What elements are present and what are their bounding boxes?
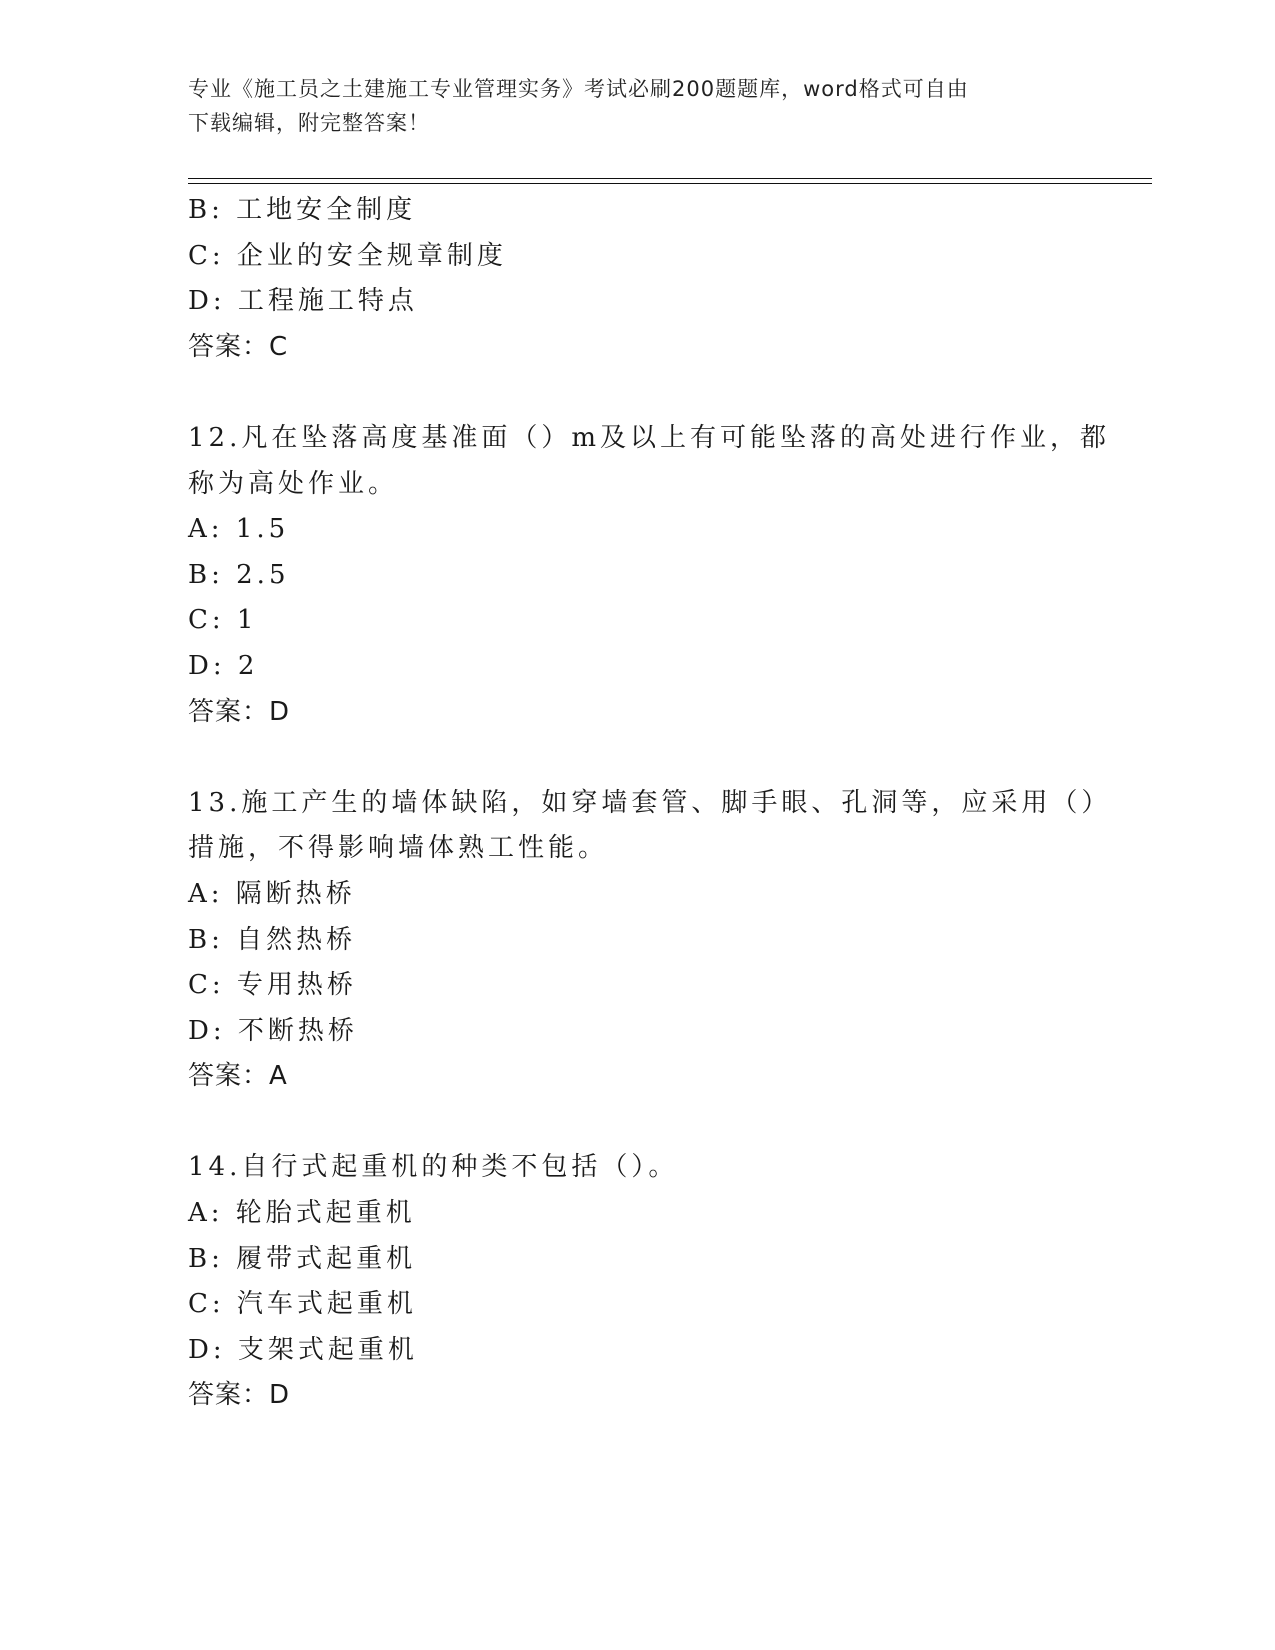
option-d: D: 工程施工特点: [188, 286, 418, 317]
option-c: C: 专用热桥: [188, 970, 357, 1001]
question-list: [188, 188, 1112, 1419]
answer-line: 答案：D: [188, 1380, 291, 1411]
option-b: B: 自然热桥: [188, 924, 357, 955]
question-11-tail: [188, 188, 1088, 370]
option-b: B: 2.5: [188, 559, 290, 590]
answer-line: 答案：C: [188, 331, 289, 362]
option-c: C: 1: [188, 605, 258, 636]
option-c: C: 汽车式起重机: [188, 1289, 417, 1320]
header-divider-bottom: [188, 183, 1152, 184]
option-d: D: 不断热桥: [188, 1015, 358, 1046]
option-d: D: 2: [188, 650, 259, 681]
question-stem-line-2: 措施，不得影响墙体熟工性能。: [188, 833, 609, 864]
question-stem-line-1: 14.自行式起重机的种类不包括（）。: [188, 1152, 679, 1183]
question-stem-line-2: 称为高处作业。: [188, 468, 399, 499]
option-a: A: 1.5: [188, 514, 290, 545]
question-13: [188, 781, 1112, 1100]
question-12: [188, 416, 1111, 735]
option-d: D: 支架式起重机: [188, 1334, 418, 1365]
answer-line: 答案：A: [188, 1061, 288, 1092]
spacer: [188, 370, 1088, 416]
option-a: A: 隔断热桥: [188, 878, 356, 909]
option-b: B: 履带式起重机: [188, 1243, 417, 1274]
document-header: [188, 72, 1068, 140]
answer-line: 答案：D: [188, 696, 291, 727]
header-title-line-1: 专业《施工员之土建施工专业管理实务》考试必刷200题题库，word格式可自由: [188, 77, 969, 101]
header-title-line-2: 下载编辑，附完整答案！: [188, 111, 430, 135]
option-a: A: 轮胎式起重机: [188, 1198, 416, 1229]
spacer: [188, 735, 1088, 781]
option-c: C: 企业的安全规章制度: [188, 240, 507, 271]
option-b: B: 工地安全制度: [188, 195, 417, 225]
header-divider-top: [188, 178, 1152, 179]
question-stem-line-1: 13.施工产生的墙体缺陷，如穿墙套管、脚手眼、孔洞等，应采用（）: [188, 787, 1112, 818]
question-stem-line-1: 12.凡在坠落高度基准面（）m及以上有可能坠落的高处进行作业，都: [188, 422, 1111, 453]
spacer: [188, 1100, 1088, 1146]
question-14: [188, 1145, 1088, 1419]
